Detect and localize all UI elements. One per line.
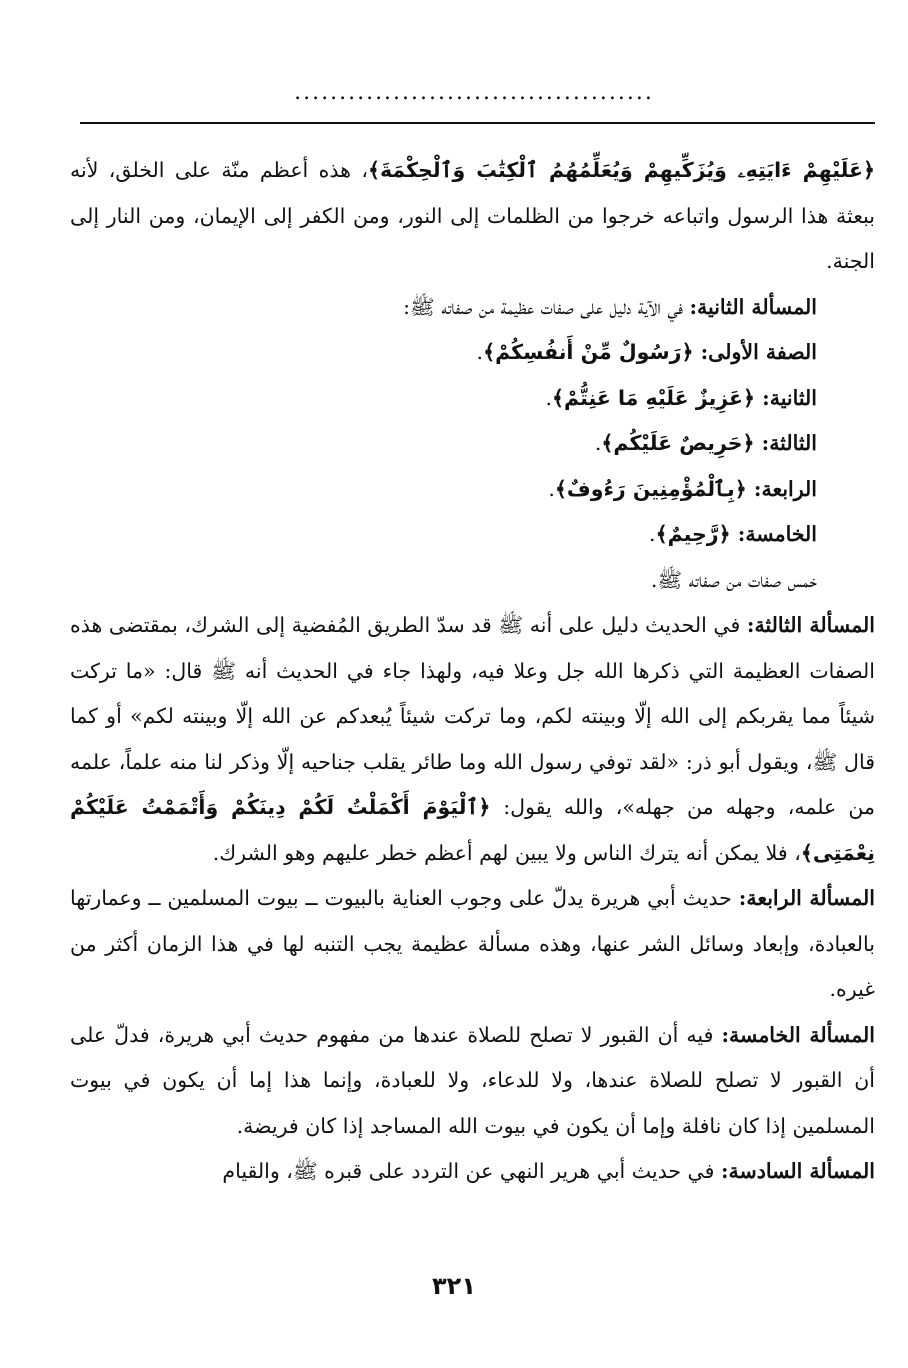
attribute-label: الصفة الأولى:: [700, 340, 817, 364]
quran-verse: ﴿ٱلْيَوْمَ أَكْمَلْتُ لَكُمْ دِينَكُمْ وَأَتْمَمْتُ عَلَيْكُمْ نِعْمَتِى﴾: [70, 795, 875, 865]
attribute-label: الثانية:: [762, 385, 817, 410]
issue-heading: المسألة الثانية:: [689, 294, 817, 319]
issue-six: [70, 1149, 875, 1195]
header-rule: [80, 122, 875, 124]
paragraph-text: خمس صفات من صفاته ﷺ.: [650, 567, 817, 592]
attribute-three: [70, 421, 875, 467]
attribute-one: [70, 330, 875, 376]
attributes-summary: [70, 558, 875, 604]
attribute-two: [70, 376, 875, 422]
paragraph-text: ، فلا يمكن أنه يترك الناس ولا يبين لهم أعظم خطر عليهم وهو الشرك.: [212, 840, 801, 865]
issue-five: [70, 1013, 875, 1150]
attribute-five: [70, 512, 875, 558]
quran-verse: ﴿حَرِيصٌ عَلَيْكُم﴾: [601, 431, 762, 455]
paragraph-text: في الحديث دليل على أنه ﷺ قد سدّ الطريق المُفضية إلى الشرك، بمقتضى هذه الصفات العظيمة التي ذكرها الله جل وعلا فيه، ولهذا جاء في الحديث أنه ﷺ قال: «ما تركت شيئاً مما يقربكم إلى الله إلّا وبينته لكم، وما تركت شيئاً يُبعدكم عن الله إلّا وبينته لكم» أو كما قال ﷺ، ويقول أبو ذر: «لقد توفي رسول الله وما طائر يقلب جناحيه إلّا وذكر لنا منه علماً، علمه من علمه، وجهله من جهله»، والله يقول:: [70, 613, 875, 819]
quran-verse: ﴿عَلَيْهِمْ ءَايَتِهِۦ وَيُزَكِّيهِمْ وَيُعَلِّمُهُمُ ٱلْكِتَٰبَ وَٱلْحِكْمَةَ﴾: [367, 158, 875, 182]
punctuation: .: [476, 340, 484, 364]
page-body: [70, 148, 875, 1195]
paragraph-text: حديث أبي هريرة يدلّ على وجوب العناية بالبيوت ــ بيوت المسلمين ــ وعمارتها بالعبادة، وإبعاد وسائل الشر عنها، وهذه مسألة عظيمة يجب التنبه لها في هذا الزمان أكثر من غيره.: [70, 886, 875, 1001]
issue-three: [70, 603, 875, 876]
attribute-label: الثالثة:: [761, 431, 817, 455]
issue-heading: المسألة الثالثة:: [746, 613, 875, 637]
paragraph-text: في حديث أبي هرير النهي عن التردد على قبره ﷺ، والقيام: [222, 1159, 721, 1183]
header-dotted-line: ........................................: [294, 80, 654, 105]
issue-four: [70, 876, 875, 1013]
issue-heading: المسألة الخامسة:: [721, 1022, 875, 1047]
paragraph-text: في الآية دليل على صفات عظيمة من صفاته ﷺ:: [403, 294, 690, 319]
quran-verse: ﴿رَسُولٌ مِّنْ أَنفُسِكُمْ﴾: [483, 340, 701, 364]
attribute-four: [70, 467, 875, 513]
quran-verse: ﴿عَزِيزٌ عَلَيْهِ مَا عَنِتُّمْ﴾: [552, 385, 763, 410]
quran-verse: ﴿بِٱلْمُؤْمِنِينَ رَءُوفٌ﴾: [554, 476, 754, 501]
issue-two: [70, 285, 875, 331]
paragraph-text: فيه أن القبور لا تصلح للصلاة عندها من مفهوم حديث أبي هريرة، فدلّ على أن القبور لا تصلح للصلاة عندها، ولا للدعاء، ولا للعبادة، وإنما هذا إما أن يكون في بيوت المسلمين إذا كان نافلة وإما أن يكون في بيوت الله المساجد إذا كان فريضة.: [70, 1022, 875, 1138]
punctuation: .: [594, 431, 602, 455]
punctuation: .: [649, 522, 656, 546]
paragraph-text: ، هذه أعظم منّة على الخلق، لأنه ببعثة هذا الرسول واتباعه خرجوا من الظلمات إلى النور، ومن الكفر إلى الإيمان، ومن النار إلى الجنة.: [70, 158, 875, 273]
issue-heading: المسألة السادسة:: [720, 1159, 875, 1183]
issue-heading: المسألة الرابعة:: [738, 886, 875, 910]
quran-verse: ﴿رَّحِيمٌ﴾: [655, 522, 738, 546]
attribute-label: الخامسة:: [737, 522, 817, 546]
punctuation: .: [548, 476, 555, 501]
punctuation: .: [545, 385, 553, 410]
attribute-label: الرابعة:: [753, 476, 817, 501]
paragraph-continuation: [70, 148, 875, 285]
page-number: ٣٢١: [432, 1272, 476, 1300]
